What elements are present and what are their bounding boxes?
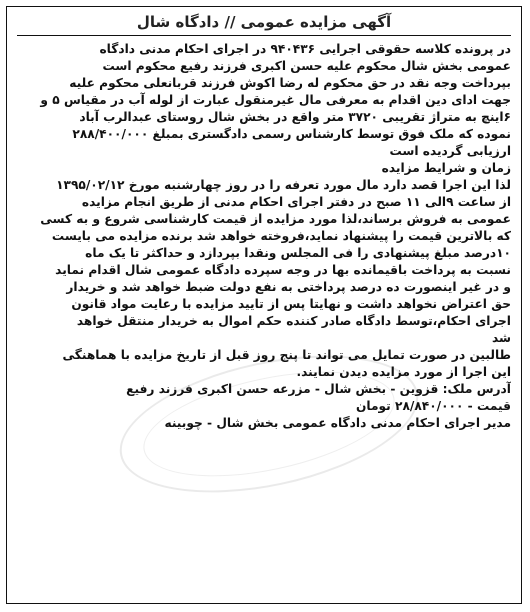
title-divider	[17, 35, 511, 36]
notice-line: عمومی بخش شال محکوم علیه حسن اکبری فرزند رفیع محکوم است	[102, 59, 511, 73]
notice-title: آگهی مزایده عمومی // دادگاه شال	[136, 13, 392, 31]
notice-body	[17, 41, 511, 432]
notice-line: مدیر اجرای احکام مدنی دادگاه عمومی بخش شال - چوبینه	[164, 416, 511, 430]
notice-line: حق اعتراض نخواهد داشت و نهایتا پس از تایید مزایده با رعایت مواد قانون	[71, 297, 511, 311]
notice-line: ۶اینچ به متراژ تقریبی ۳۷۲۰ متر واقع در بخش شال روستای عبدالرب آباد	[79, 110, 511, 124]
notice-line: عمومی به فروش برساند،لذا مورد مزایده از قیمت کارشناسی شروع و به کسی	[40, 212, 511, 226]
notice-frame	[6, 6, 522, 604]
notice-line: طالبین در صورت تمایل می تواند تا پنج روز قبل از تاریخ مزایده با هماهنگی	[62, 348, 511, 362]
notice-line: نموده که ملک فوق توسط کارشناس رسمی دادگستری بمبلغ ۲۸۸/۴۰۰/۰۰۰	[72, 127, 511, 141]
notice-line: از ساعت ۹الی ۱۱ صبح در دفتر اجرای احکام مدنی از طریق انجام مزایده	[81, 195, 511, 209]
notice-line: شد	[491, 331, 511, 345]
notice-line: نسبت به پرداخت باقیمانده بها در وجه سپرده دادگاه عمومی شال اقدام نماید	[55, 263, 511, 277]
notice-line: ارزیابی گردیده است	[389, 144, 511, 158]
notice-line: لذا این اجرا قصد دارد مال مورد تعرفه را در روز چهارشنبه مورخ ۱۳۹۵/۰۲/۱۲	[56, 178, 511, 192]
notice-line: در پرونده کلاسه حقوقی اجرایی ۹۴۰۴۳۶ در اجرای احکام مدنی دادگاه	[99, 42, 511, 56]
notice-line: که بالاترین قیمت را پیشنهاد نماید،فروخته خواهد شد برنده مزایده می بایست	[51, 229, 511, 243]
notice-line: ۱۰درصد مبلغ پیشنهادی را فی المجلس ونقدا بپردازد و حداکثر تا یک ماه	[85, 246, 511, 260]
notice-line: و در غیر اینصورت ده درصد پرداختی به نفع دولت ضبط خواهد شد و خریدار	[66, 280, 511, 294]
notice-line: زمان و شرایط مزایده	[381, 161, 511, 175]
notice-line: اجرای احکام،توسط دادگاه صادر کننده حکم اموال به خریدار منتقل خواهد	[76, 314, 511, 328]
notice-line: آدرس ملک: قزوین - بخش شال - مزرعه حسن اکبری فرزند رفیع	[126, 382, 511, 396]
notice-line: بپرداخت وجه نقد در حق محکوم له رضا اکوش فرزند قربانعلی محکوم علیه	[69, 76, 511, 90]
notice-line: این اجرا از مورد مزایده دیدن نمایند.	[296, 365, 511, 379]
notice-line: جهت ادای دین اقدام به معرفی مال غیرمنقول عبارت از لوله آب در مقیاس ۵ و	[40, 93, 511, 107]
notice-line: قیمت - ۲۸/۸۴۰/۰۰۰ تومان	[356, 399, 511, 413]
